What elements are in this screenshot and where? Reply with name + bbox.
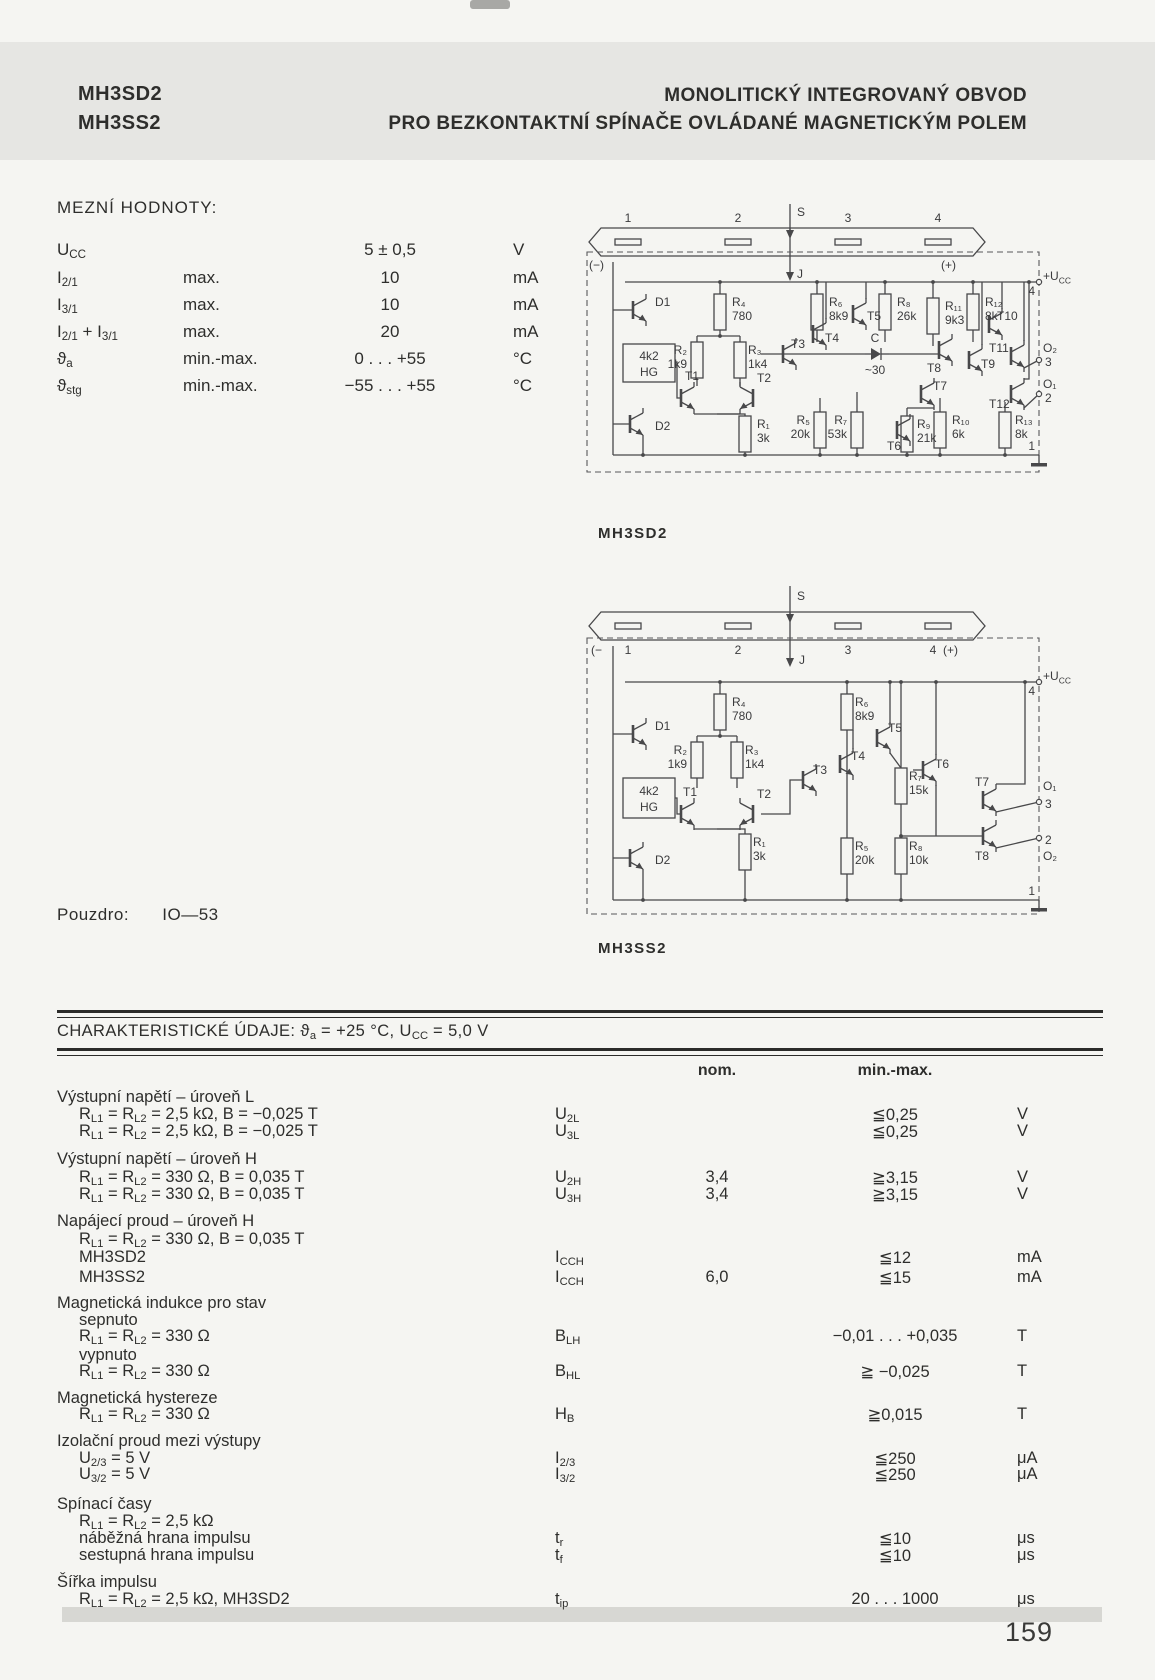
minmax-value: ≧0,015 xyxy=(867,1406,923,1424)
minmax-value: ≦12 xyxy=(878,1249,912,1267)
condition-text: $R_{L1} = R_{L2} = 330$ Ω, B = 0,035 T xyxy=(79,1185,305,1206)
nom-value: 3,4 xyxy=(705,1185,729,1203)
transistor-label: T12 xyxy=(989,397,1010,411)
part-number-2: MH3SS2 xyxy=(78,112,162,134)
transistor-label: T10 xyxy=(997,309,1018,323)
resistor-value: 20k xyxy=(855,853,875,867)
resistor-name: R₇ xyxy=(909,769,922,783)
resistor-name: R₁₂ xyxy=(985,295,1003,309)
limit-unit: mA xyxy=(513,295,539,314)
scan-smudge xyxy=(470,0,510,9)
package-note-label: Pouzdro: xyxy=(57,905,130,924)
group-heading: Napájecí proud – úroveň H xyxy=(57,1212,255,1230)
transistor-label: T7 xyxy=(975,775,990,789)
resistor-value: 3k xyxy=(753,849,766,863)
minmax-value: ≦250 xyxy=(874,1466,916,1484)
limit-unit: °C xyxy=(513,376,533,395)
j-label: J xyxy=(797,267,803,281)
symbol: $t_r$ xyxy=(555,1529,564,1550)
limit-param: $I_{2/1} + I_{3/1}$ xyxy=(57,322,118,344)
transistor-label: T4 xyxy=(825,331,840,345)
group-heading: Výstupní napětí – úroveň L xyxy=(57,1088,255,1106)
group-heading: Magnetická indukce pro stav xyxy=(57,1294,267,1312)
minmax-value: ≦0,25 xyxy=(872,1123,918,1141)
condition-text: MH3SS2 xyxy=(79,1268,146,1286)
limit-unit: mA xyxy=(513,322,539,341)
unit: T xyxy=(1017,1405,1028,1423)
resistor-value: 9k3 xyxy=(945,313,965,327)
resistor-value: 6k xyxy=(952,427,965,441)
table-row xyxy=(57,1546,1103,1566)
limit-cond: max. xyxy=(183,268,220,287)
pin-number: 2 xyxy=(734,211,742,225)
output-o2-pin: 2 xyxy=(1045,833,1052,847)
resistor-value: 26k xyxy=(897,309,917,323)
resistor-value: 1k4 xyxy=(745,757,765,771)
transistor-label: T7 xyxy=(933,379,948,393)
resistor-name: R₅ xyxy=(796,413,810,427)
unit: V xyxy=(1017,1122,1029,1140)
condition-text: $R_{L1} = R_{L2} = 2,5$ kΩ, B = −0,025 T xyxy=(79,1105,318,1126)
capacitor-value: ~30 xyxy=(864,363,886,377)
ucc-pin: 4 xyxy=(1028,684,1035,698)
symbol: $t_{ip}$ xyxy=(555,1590,569,1611)
transistor-label: T5 xyxy=(888,721,903,735)
resistor-value: 8k9 xyxy=(829,309,849,323)
resistor-name: R₅ xyxy=(855,839,869,853)
char-table-title: CHARAKTERISTICKÉ ÚDAJE: $ϑ_a = +25$ °C, $U_{CC} = 5,0$ V xyxy=(57,1022,489,1043)
limit-param: $ϑ_a$ xyxy=(57,349,73,371)
resistor-value: 8k xyxy=(1015,427,1028,441)
magnet-s-label: S xyxy=(797,205,806,219)
hall-generator-label: HG xyxy=(640,365,658,379)
transistor-label: T9 xyxy=(981,357,996,371)
diode-label: D2 xyxy=(655,853,671,867)
resistor-name: R₁₃ xyxy=(1015,413,1033,427)
limit-unit: V xyxy=(513,240,525,259)
table-row xyxy=(57,1150,1103,1170)
resistor-value: 20k xyxy=(790,427,810,441)
transistor-label: T3 xyxy=(791,337,806,351)
symbol: $U_{3H}$ xyxy=(555,1185,582,1206)
limit-param: $ϑ_{stg}$ xyxy=(57,376,82,398)
table-row xyxy=(57,1590,1103,1610)
condition-text: náběžná hrana impulsu xyxy=(79,1529,251,1547)
condition-text: vypnuto xyxy=(79,1346,137,1364)
resistor-name: R₄ xyxy=(732,295,746,309)
symbol: $I_{3/2}$ xyxy=(555,1465,576,1486)
table-row xyxy=(57,1122,1103,1142)
table-row xyxy=(57,1405,1103,1425)
unit: V xyxy=(1017,1105,1029,1123)
minmax-value: ≧3,15 xyxy=(872,1169,918,1187)
pin-number: 3 xyxy=(844,643,852,657)
condition-text: $U_{3/2} = 5$ V xyxy=(79,1465,151,1486)
unit: mA xyxy=(1017,1268,1042,1286)
resistor-name: R₁₀ xyxy=(952,413,970,427)
symbol: $B_{HL}$ xyxy=(555,1362,581,1383)
transistor-label: T4 xyxy=(851,749,866,763)
output-o1-pin: 2 xyxy=(1045,391,1052,405)
pin-number: 4 xyxy=(934,211,942,225)
ucc-label: $+U_{CC}$ xyxy=(1043,669,1071,686)
terminals xyxy=(1028,269,1071,467)
pin-number: 1 xyxy=(624,643,632,657)
limit-value: −55 . . . +55 xyxy=(344,376,436,395)
output-o2-pin: 3 xyxy=(1045,355,1052,369)
symbol: $t_f$ xyxy=(555,1546,563,1567)
symbol: $I_{CCH}$ xyxy=(555,1268,584,1289)
title-line-2: PRO BEZKONTAKTNÍ SPÍNAČE OVLÁDANÉ MAGNETICKÝM POLEM xyxy=(388,113,1027,134)
resistors xyxy=(668,294,1033,452)
hall-generator-label: HG xyxy=(640,800,658,814)
limit-param: $U_{CC}$ xyxy=(57,240,86,262)
schematic2-caption: MH3SS2 xyxy=(598,940,668,957)
magnet-s-label: S xyxy=(797,589,806,603)
plus-label: (+) xyxy=(941,258,956,272)
output-o2-label: O₂ xyxy=(1043,341,1057,355)
ground-icon xyxy=(1031,908,1047,912)
output-o1-label: O₁ xyxy=(1043,779,1057,793)
transistor-label: T8 xyxy=(927,361,942,375)
part-numbers xyxy=(78,80,162,138)
output-o1-pin: 3 xyxy=(1045,797,1052,811)
ground-icon xyxy=(1031,463,1047,467)
condition-text: $R_{L1} = R_{L2} = 330$ Ω, B = 0,035 T xyxy=(79,1230,305,1251)
resistor-name: R₂ xyxy=(673,743,687,757)
minmax-value: ≦10 xyxy=(878,1547,912,1565)
transistor-label: T1 xyxy=(683,785,698,799)
unit: mA xyxy=(1017,1248,1042,1266)
table-row xyxy=(57,1248,1103,1268)
ucc-pin: 4 xyxy=(1028,284,1035,298)
minmax-value: ≦250 xyxy=(874,1450,916,1468)
title-line-1: MONOLITICKÝ INTEGROVANÝ OBVOD xyxy=(664,85,1027,106)
symbol: $I_{2/3}$ xyxy=(555,1449,576,1470)
condition-text: $R_{L1} = R_{L2} = 330$ Ω xyxy=(79,1405,210,1426)
minus-label: (−) xyxy=(589,258,604,272)
resistor-value: 1k4 xyxy=(748,357,768,371)
schematic1-caption: MH3SD2 xyxy=(598,525,668,542)
transistor-label: T2 xyxy=(757,787,772,801)
minmax-value: ≧ −0,025 xyxy=(860,1363,930,1381)
j-label: J xyxy=(799,653,805,667)
resistor-name: R₆ xyxy=(855,695,869,709)
unit: V xyxy=(1017,1168,1029,1186)
pin-number: 2 xyxy=(734,643,742,657)
condition-text: $R_{L1} = R_{L2} = 2,5$ kΩ, MH3SD2 xyxy=(79,1590,290,1611)
resistor-name: R₃ xyxy=(748,343,762,357)
minmax-value: ≦0,25 xyxy=(872,1106,918,1124)
limit-cond: max. xyxy=(183,322,220,341)
resistor-name: R₈ xyxy=(909,839,923,853)
resistor-value: 8k xyxy=(985,309,998,323)
limit-cond: min.-max. xyxy=(183,349,258,368)
resistor-name: R₄ xyxy=(732,695,746,709)
table-row xyxy=(57,1185,1103,1205)
resistor-value: 21k xyxy=(917,431,937,445)
resistor-value: 3k xyxy=(757,431,770,445)
unit: μA xyxy=(1017,1465,1038,1483)
resistor-name: R₁ xyxy=(753,835,766,849)
condition-text: $R_{L1} = R_{L2} = 330$ Ω xyxy=(79,1327,210,1348)
group-heading: Spínací časy xyxy=(57,1495,152,1513)
pin-number: 4 xyxy=(929,643,937,657)
transistor-label: T5 xyxy=(867,309,882,323)
column-header-minmax: min.-max. xyxy=(857,1062,933,1079)
limit-unit: °C xyxy=(513,349,533,368)
transistor-label: T3 xyxy=(813,763,828,777)
group-heading: Výstupní napětí – úroveň H xyxy=(57,1150,257,1168)
limit-value: 10 xyxy=(380,268,400,287)
resistor-name: R₈ xyxy=(897,295,911,309)
minus-label: (− xyxy=(591,643,603,657)
condition-text: MH3SD2 xyxy=(79,1248,146,1266)
table-row xyxy=(57,1212,1103,1232)
output-o1-label: O₁ xyxy=(1043,377,1057,391)
part-number-1: MH3SD2 xyxy=(78,83,163,105)
minmax-value: ≦10 xyxy=(878,1530,912,1548)
condition-text: $R_{L1} = R_{L2} = 2,5$ kΩ xyxy=(79,1512,214,1533)
transistor-label: T11 xyxy=(989,341,1009,355)
condition-text: $U_{2/3} = 5$ V xyxy=(79,1449,151,1470)
resistor-value: 10k xyxy=(909,853,929,867)
transistor-label: T6 xyxy=(887,439,902,453)
package-symbol xyxy=(589,204,985,281)
ground-pin: 1 xyxy=(1028,884,1035,898)
transistor-label: T1 xyxy=(685,369,700,383)
ground-pin: 1 xyxy=(1028,439,1035,453)
group-heading: Magnetická hystereze xyxy=(57,1389,218,1407)
symbol: $U_{2L}$ xyxy=(555,1105,580,1126)
resistor-name: R₃ xyxy=(745,743,759,757)
resistor-name: R₁ xyxy=(757,417,770,431)
pin-number: 1 xyxy=(624,211,632,225)
package-note-value: IO—53 xyxy=(162,905,219,924)
limit-value: 20 xyxy=(380,322,400,341)
limit-cond: max. xyxy=(183,295,220,314)
limit-param: $I_{2/1}$ xyxy=(57,268,78,290)
unit: μs xyxy=(1017,1590,1035,1608)
pin-number: 3 xyxy=(844,211,852,225)
condition-text: sepnuto xyxy=(79,1311,138,1329)
minmax-value: ≦15 xyxy=(878,1269,912,1287)
resistor-value: 53k xyxy=(827,427,847,441)
output-o2-label: O₂ xyxy=(1043,849,1057,863)
terminals xyxy=(1028,669,1071,912)
transistor-label: T6 xyxy=(935,757,950,771)
group-heading: Šířka impulsu xyxy=(57,1573,157,1591)
mh3ss2-schematic xyxy=(585,582,1071,942)
limit-value: 5 ± 0,5 xyxy=(364,240,416,259)
diode-label: D1 xyxy=(655,295,671,309)
capacitor-name: C xyxy=(870,331,880,345)
nom-value: 6,0 xyxy=(705,1268,729,1286)
hall-generator-value: 4k2 xyxy=(639,784,659,798)
limit-value: 10 xyxy=(380,295,400,314)
hall-generator-block xyxy=(623,778,675,818)
table-row xyxy=(57,1362,1103,1382)
minmax-value: ≧3,15 xyxy=(872,1186,918,1204)
table-rule-mid xyxy=(57,1048,1103,1056)
minmax-value: −0,01 . . . +0,035 xyxy=(832,1327,958,1345)
hall-generator-value: 4k2 xyxy=(639,349,659,363)
unit: T xyxy=(1017,1327,1028,1345)
resistor-name: R₆ xyxy=(829,295,843,309)
transistor-labels xyxy=(655,719,989,867)
resistor-name: R₂ xyxy=(673,343,687,357)
condition-text: $R_{L1} = R_{L2} = 330$ Ω xyxy=(79,1362,210,1383)
unit: V xyxy=(1017,1185,1029,1203)
symbol: $B_{LH}$ xyxy=(555,1327,581,1348)
resistor-name: R₇ xyxy=(834,413,847,427)
resistor-name: R₉ xyxy=(917,417,931,431)
resistor-value: 8k9 xyxy=(855,709,875,723)
symbol: $H_B$ xyxy=(555,1405,575,1426)
limit-cond: min.-max. xyxy=(183,376,258,395)
table-row xyxy=(57,1465,1103,1485)
package-symbol xyxy=(589,586,985,667)
resistor-value: 1k9 xyxy=(667,357,687,371)
plus-label: (+) xyxy=(943,643,958,657)
diode-label: D1 xyxy=(655,719,671,733)
resistor-value: 780 xyxy=(732,709,753,723)
limit-param: $I_{3/1}$ xyxy=(57,295,78,317)
page-number: 159 xyxy=(1005,1617,1054,1647)
mh3sd2-schematic xyxy=(585,202,1071,502)
diode-label: D2 xyxy=(655,419,671,433)
page-title xyxy=(388,82,1027,138)
minmax-value: 20 . . . 1000 xyxy=(851,1590,939,1608)
resistor-value: 15k xyxy=(909,783,929,797)
nom-value: 3,4 xyxy=(705,1168,729,1186)
limit-unit: mA xyxy=(513,268,539,287)
table-row xyxy=(57,1327,1103,1347)
ucc-label: $+U_{CC}$ xyxy=(1043,269,1071,286)
unit: T xyxy=(1017,1362,1028,1380)
transistor-label: T2 xyxy=(757,371,772,385)
resistor-value: 780 xyxy=(732,309,753,323)
limits-heading: MEZNÍ HODNOTY: xyxy=(57,198,218,217)
table-row xyxy=(57,1230,1103,1250)
package-note xyxy=(57,905,219,925)
table-row xyxy=(57,1268,1103,1288)
condition-text: $R_{L1} = R_{L2} = 2,5$ kΩ, B = −0,025 T xyxy=(79,1122,318,1143)
group-heading: Izolační proud mezi výstupy xyxy=(57,1432,261,1450)
condition-text: sestupná hrana impulsu xyxy=(79,1546,255,1564)
unit: μs xyxy=(1017,1546,1035,1564)
unit: μs xyxy=(1017,1529,1035,1547)
condition-text: $R_{L1} = R_{L2} = 330$ Ω, B = 0,035 T xyxy=(79,1168,305,1189)
resistor-name: R₁₁ xyxy=(945,299,962,313)
transistor-label: T8 xyxy=(975,849,990,863)
symbol: $I_{CCH}$ xyxy=(555,1248,584,1269)
unit: μA xyxy=(1017,1449,1038,1467)
resistor-value: 1k9 xyxy=(667,757,687,771)
symbol: $U_{3L}$ xyxy=(555,1122,580,1143)
symbol: $U_{2H}$ xyxy=(555,1168,582,1189)
limit-value: 0 . . . +55 xyxy=(354,349,426,368)
column-header-nom: nom. xyxy=(697,1062,737,1079)
table-rule-top xyxy=(57,1010,1103,1018)
